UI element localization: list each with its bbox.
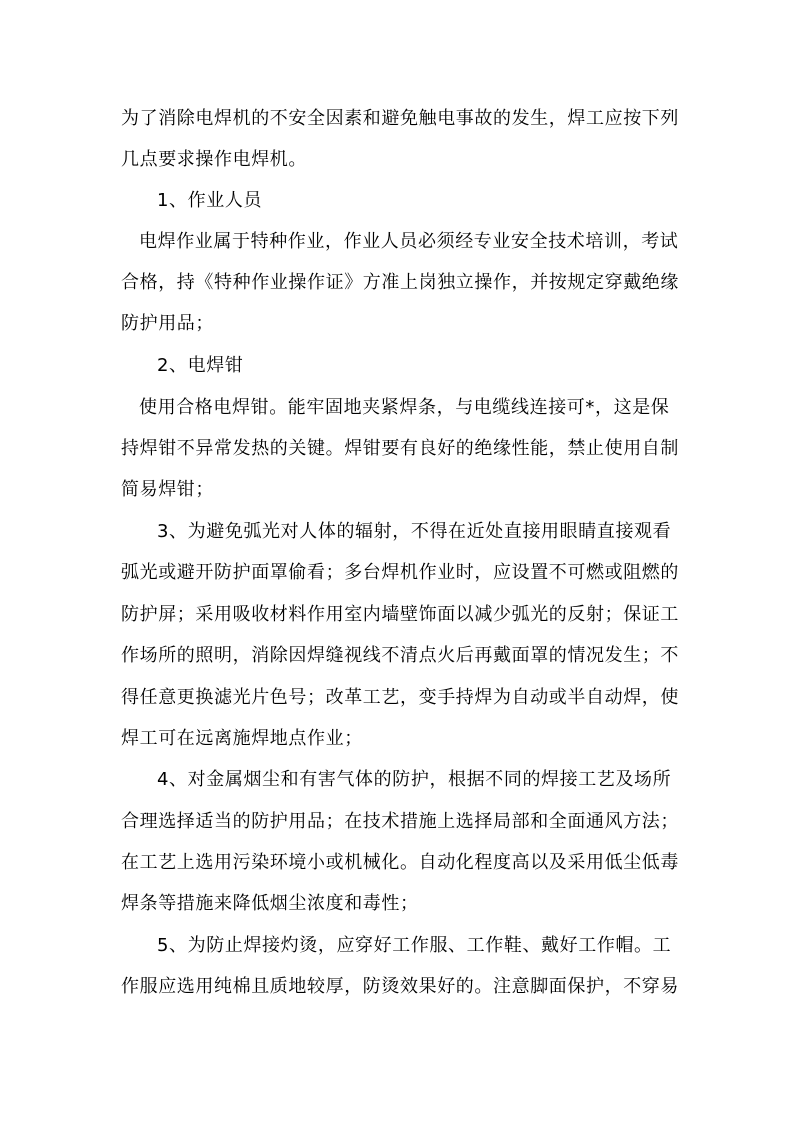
paragraph-line: 得任意更换滤光片色号；改革工艺，变手持焊为自动或半自动焊，使 [121, 687, 679, 708]
paragraph-line: 为了消除电焊机的不安全因素和避免触电事故的发生，焊工应按下列 [121, 108, 679, 129]
paragraph-line: 4、对金属烟尘和有害气体的防护，根据不同的焊接工艺及场所 [157, 769, 672, 790]
paragraph-line: 防护屏；采用吸收材料作用室内墙壁饰面以减少弧光的反射；保证工 [121, 604, 679, 625]
paragraph-line: 弧光或避开防护面罩偷看；多台焊机作业时，应设置不可燃或阻燃的 [121, 562, 679, 583]
paragraph-line: 防护用品； [121, 313, 214, 334]
paragraph-line: 合格，持《特种作业操作证》方准上岗独立操作，并按规定穿戴绝缘 [121, 272, 679, 293]
paragraph-line: 合理选择适当的防护用品；在技术措施上选择局部和全面通风方法； [121, 811, 679, 832]
section-heading: 1、作业人员 [157, 190, 263, 211]
paragraph-line: 在工艺上选用污染环境小或机械化。自动化程度高以及采用低尘低毒 [121, 852, 679, 873]
paragraph-line: 3、为避免弧光对人体的辐射，不得在近处直接用眼睛直接观看 [157, 521, 672, 542]
paragraph-line: 焊条等措施来降低烟尘浓度和毒性； [121, 893, 419, 914]
paragraph-line: 几点要求操作电焊机。 [121, 149, 307, 170]
paragraph-line: 使用合格电焊钳。能牢固地夹紧焊条，与电缆线连接可*，这是保 [139, 397, 670, 418]
section-heading: 2、电焊钳 [157, 355, 244, 376]
paragraph-line: 简易焊钳； [121, 479, 214, 500]
paragraph-line: 作场所的照明，消除因焊缝视线不清点火后再戴面罩的情况发生；不 [121, 645, 679, 666]
paragraph-line: 作服应选用纯棉且质地较厚，防烫效果好的。注意脚面保护，不穿易 [121, 976, 679, 997]
paragraph-line: 电焊作业属于特种作业，作业人员必须经专业安全技术培训，考试 [139, 231, 679, 252]
paragraph-line: 持焊钳不异常发热的关键。焊钳要有良好的绝缘性能，禁止使用自制 [121, 438, 679, 459]
paragraph-line: 焊工可在远离施焊地点作业； [121, 728, 363, 749]
paragraph-line: 5、为防止焊接灼烫，应穿好工作服、工作鞋、戴好工作帽。工 [157, 935, 672, 956]
